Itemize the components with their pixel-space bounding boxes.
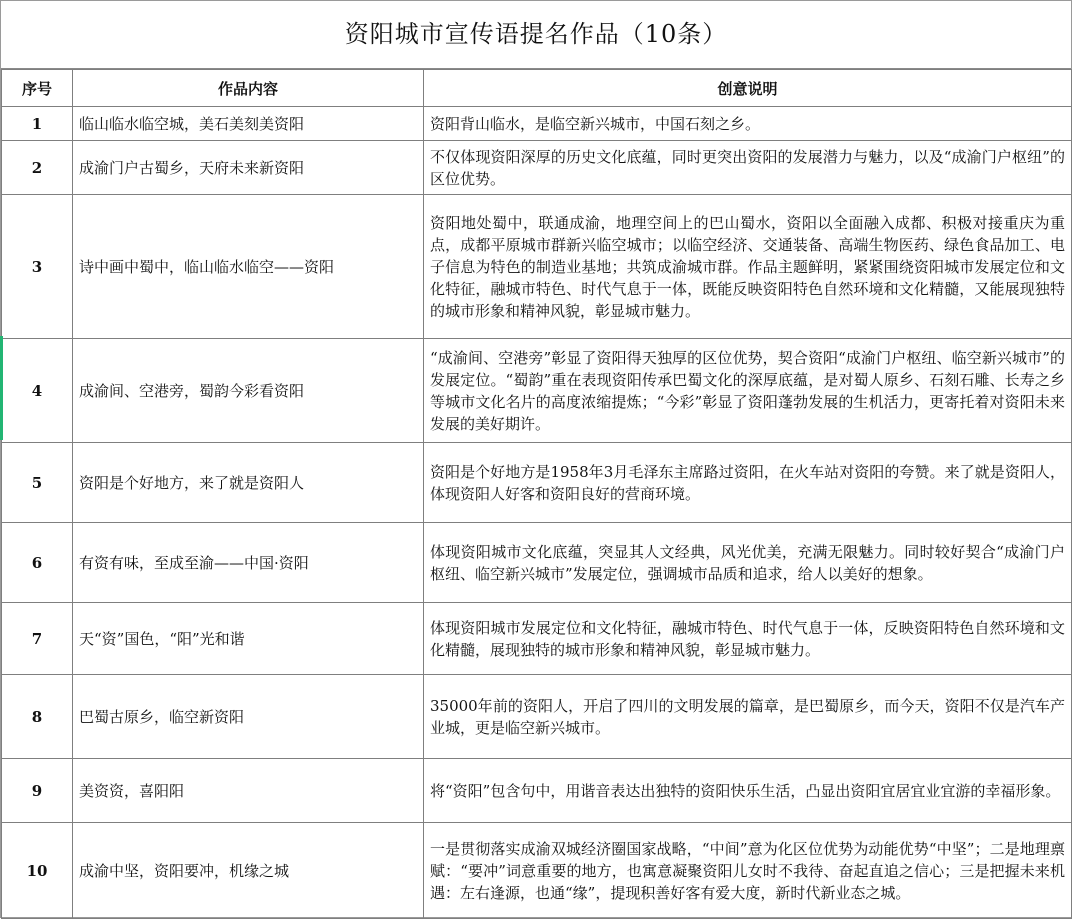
work-cell[interactable]: 美资资，喜阳阳 bbox=[73, 759, 424, 823]
table-row bbox=[2, 823, 1072, 919]
row-number[interactable]: 4 bbox=[2, 339, 73, 443]
row-number[interactable]: 8 bbox=[2, 675, 73, 759]
work-cell[interactable]: 成渝中坚，资阳要冲，机缘之城 bbox=[73, 823, 424, 919]
row-number[interactable]: 2 bbox=[2, 141, 73, 195]
work-cell[interactable]: 有资有味，至成至渝——中国·资阳 bbox=[73, 523, 424, 603]
work-cell[interactable]: 成渝间、空港旁，蜀韵今彩看资阳 bbox=[73, 339, 424, 443]
work-cell[interactable]: 临山临水临空城，美石美刻美资阳 bbox=[73, 107, 424, 141]
desc-cell[interactable]: 将“资阳”包含句中，用谐音表达出独特的资阳快乐生活，凸显出资阳宜居宜业宜游的幸福形象。 bbox=[424, 759, 1072, 823]
work-cell[interactable]: 成渝门户古蜀乡，天府未来新资阳 bbox=[73, 141, 424, 195]
desc-cell[interactable]: 35000年前的资阳人，开启了四川的文明发展的篇章，是巴蜀原乡，而今天，资阳不仅是汽车产业城，更是临空新兴城市。 bbox=[424, 675, 1072, 759]
desc-cell[interactable]: “成渝间、空港旁”彰显了资阳得天独厚的区位优势，契合资阳“成渝门户枢纽、临空新兴城市”的发展定位。“蜀韵”重在表现资阳传承巴蜀文化的深厚底蕴，是对蜀人原乡、石刻石雕、长寿之乡等城市文化名片的高度浓缩提炼；“今彩”彰显了资阳蓬勃发展的生机活力，更寄托着对资阳未来发展的美好期许。 bbox=[424, 339, 1072, 443]
work-cell[interactable]: 资阳是个好地方，来了就是资阳人 bbox=[73, 443, 424, 523]
nominations-table bbox=[1, 69, 1072, 919]
header-work: 作品内容 bbox=[73, 70, 424, 107]
table-row bbox=[2, 603, 1072, 675]
table-row bbox=[2, 759, 1072, 823]
table-row bbox=[2, 195, 1072, 339]
desc-cell[interactable]: 资阳背山临水，是临空新兴城市，中国石刻之乡。 bbox=[424, 107, 1072, 141]
table-row bbox=[2, 339, 1072, 443]
sheet-title: 资阳城市宣传语提名作品（10条） bbox=[1, 1, 1071, 69]
table-row bbox=[2, 675, 1072, 759]
header-row bbox=[2, 70, 1072, 107]
desc-cell[interactable]: 体现资阳城市文化底蕴，突显其人文经典，风光优美，充满无限魅力。同时较好契合“成渝门户枢纽、临空新兴城市”发展定位，强调城市品质和追求，给人以美好的想象。 bbox=[424, 523, 1072, 603]
row-number[interactable]: 9 bbox=[2, 759, 73, 823]
row-number[interactable]: 3 bbox=[2, 195, 73, 339]
row-number[interactable]: 5 bbox=[2, 443, 73, 523]
desc-cell[interactable]: 一是贯彻落实成渝双城经济圈国家战略，“中间”意为化区位优势为动能优势“中坚”；二是地理禀赋：“要冲”词意重要的地方，也寓意凝聚资阳儿女时不我待、奋起直追之信心；三是把握未来机遇：左右逢源，也通“缘”，提现积善好客有爱大度，新时代新业态之城。 bbox=[424, 823, 1072, 919]
row-number[interactable]: 6 bbox=[2, 523, 73, 603]
row-number[interactable]: 10 bbox=[2, 823, 73, 919]
work-cell[interactable]: 诗中画中蜀中，临山临水临空——资阳 bbox=[73, 195, 424, 339]
desc-cell[interactable]: 不仅体现资阳深厚的历史文化底蕴，同时更突出资阳的发展潜力与魅力，以及“成渝门户枢纽”的区位优势。 bbox=[424, 141, 1072, 195]
table-row bbox=[2, 141, 1072, 195]
row-number[interactable]: 7 bbox=[2, 603, 73, 675]
desc-cell[interactable]: 资阳地处蜀中，联通成渝，地理空间上的巴山蜀水，资阳以全面融入成都、积极对接重庆为重点，成都平原城市群新兴临空城市；以临空经济、交通装备、高端生物医药、绿色食品加工、电子信息为特色的制造业基地；共筑成渝城市群。作品主题鲜明，紧紧围绕资阳城市发展定位和文化特征，融城市特色、时代气息于一体，既能反映资阳特色自然环境和文化精髓，又能展现独特的城市形象和精神风貌，彰显城市魅力。 bbox=[424, 195, 1072, 339]
table-row bbox=[2, 107, 1072, 141]
row-number[interactable]: 1 bbox=[2, 107, 73, 141]
table-row bbox=[2, 443, 1072, 523]
header-no: 序号 bbox=[2, 70, 73, 107]
table-row bbox=[2, 523, 1072, 603]
work-cell[interactable]: 巴蜀古原乡，临空新资阳 bbox=[73, 675, 424, 759]
desc-cell[interactable]: 资阳是个好地方是1958年3月毛泽东主席路过资阳，在火车站对资阳的夸赞。来了就是资阳人，体现资阳人好客和资阳良好的营商环境。 bbox=[424, 443, 1072, 523]
work-cell[interactable]: 天“资”国色，“阳”光和谐 bbox=[73, 603, 424, 675]
row-selection-marker bbox=[0, 336, 3, 440]
desc-cell[interactable]: 体现资阳城市发展定位和文化特征，融城市特色、时代气息于一体，反映资阳特色自然环境和文化精髓，展现独特的城市形象和精神风貌，彰显城市魅力。 bbox=[424, 603, 1072, 675]
header-desc: 创意说明 bbox=[424, 70, 1072, 107]
